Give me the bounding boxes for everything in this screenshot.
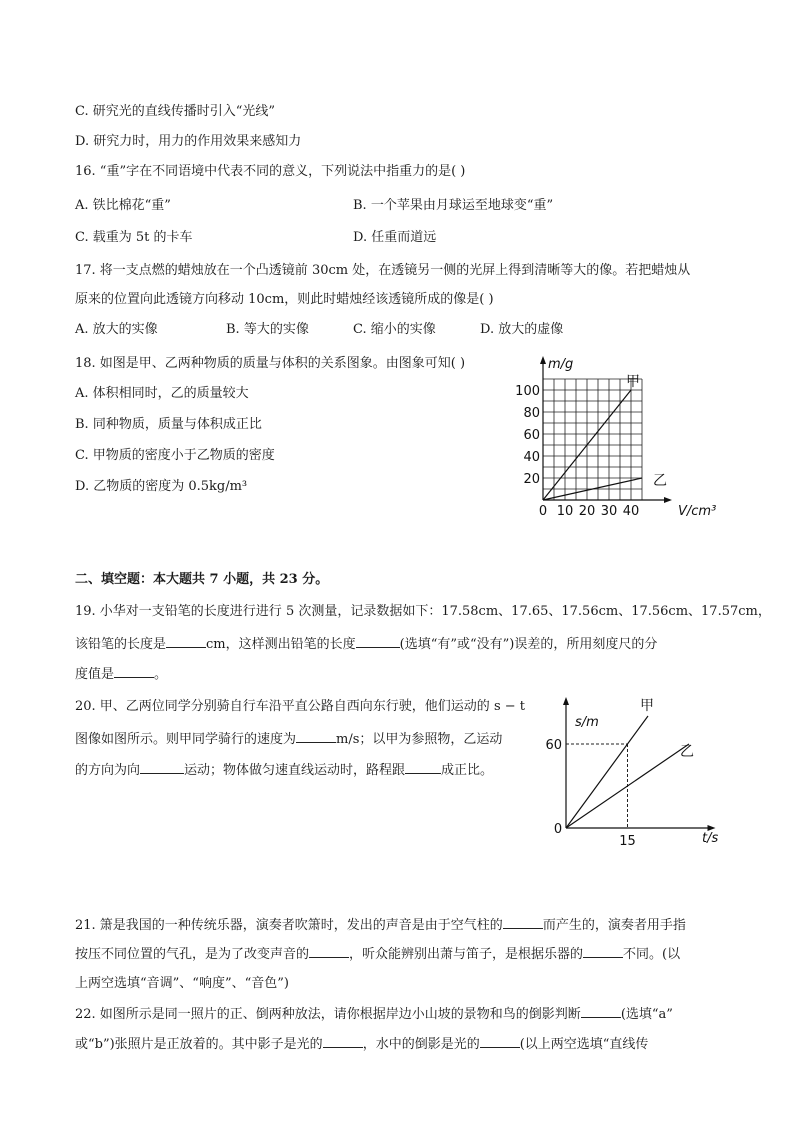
answer-blank[interactable] [166,635,206,648]
y-axis-arrow [563,697,569,705]
y-axis-label: m/g [548,357,574,372]
y-tick-label: 40 [523,450,540,465]
q21-text-d: ，听众能辨别出萧与笛子，是根据乐器的 [349,947,584,962]
q16-stem: 16. “重”字在不同语境中代表不同的意义，下列说法中指重力的是( ) [75,164,466,179]
q17-stem-line1: 17. 将一支点燃的蜡烛放在一个凸透镜前 30cm 处，在透镜另一侧的光屏上得到清晰等大的像。若把蜡烛从 [75,263,691,278]
series-label-jia: 甲 [626,374,640,390]
q19-text-e: 。 [154,667,168,682]
q22-text-c: 或“b”)张照片是正放着的。其中影子是光的 [75,1037,323,1052]
q18-option-b: B. 同种物质，质量与体积成正比 [75,417,262,432]
q15-option-c: C. 研究光的直线传播时引入“光线” [75,104,276,119]
q18-option-d: D. 乙物质的密度为 0.5kg/m³ [75,479,248,494]
answer-blank[interactable] [114,665,154,678]
q20-text-b: m/s；以甲为参照物，乙运动 [336,732,503,747]
q21-stem-line1 [75,916,686,935]
q21-text-a: 21. 箫是我国的一种传统乐器，演奏者吹箫时，发出的声音是由于空气柱的 [75,918,503,933]
q20-text-a: 图像如图所示。则甲同学骑行的速度为 [75,732,297,747]
q19-text-c: (选填“有”或“没有”)误差的，所用刻度尺的分 [399,637,658,652]
mass-volume-chart [510,350,740,530]
q22-stem-line1 [75,1005,673,1024]
answer-blank[interactable] [503,916,543,929]
q18-option-a: A. 体积相同时，乙的质量较大 [75,386,249,401]
q20-stem-line1: 20. 甲、乙两位同学分别骑自行车沿平直公路自西向东行驶，他们运动的 s − t [75,699,525,714]
q22-text-b: (选填“a” [620,1007,673,1022]
q19-stem-line3 [75,665,167,684]
q19-text-d: 度值是 [75,667,115,682]
q18-option-c: C. 甲物质的密度小于乙物质的密度 [75,448,275,463]
q21-text-e: 不同。(以 [623,947,681,962]
q17-option-c: C. 缩小的实像 [353,322,436,337]
y-tick-label: 20 [523,472,540,487]
chart-tick-labels [515,384,639,519]
answer-blank[interactable] [140,761,184,774]
q20-text-c: 的方向为向 [75,763,141,778]
answer-blank[interactable] [296,730,336,743]
x-tick-label: 0 [538,504,548,519]
q19-stem-line2 [75,635,657,654]
series-line-0 [566,716,648,828]
q21-text-c: 按压不同位置的气孔，是为了改变声音的 [75,947,310,962]
answer-blank[interactable] [356,635,400,648]
q20-stem-line2 [75,730,502,749]
q22-text-a: 22. 如图所示是同一照片的正、倒两种放法，请你根据岸边小山坡的景物和鸟的倒影判断 [75,1007,581,1022]
q21-stem-line3: 上两空选填“音调”、“响度”、“音色”) [75,976,289,991]
x-tick-label: 10 [556,504,574,519]
q17-stem-line2: 原来的位置向此透镜方向移动 10cm，则此时蜡烛经该透镜所成的像是( ) [75,292,494,307]
q19-text-a: 该铅笔的长度是 [75,637,167,652]
y-tick-label: 60 [523,428,540,443]
answer-blank[interactable] [323,1035,363,1048]
q17-option-d: D. 放大的虚像 [480,322,564,337]
x-tick-label: 15 [619,834,636,849]
answer-blank[interactable] [480,1035,520,1048]
x-tick-label: 0 [553,822,563,837]
y-tick-label: 80 [523,406,540,421]
x-tick-label: 20 [578,504,596,519]
distance-time-chart [540,690,730,850]
x-tick-label: 30 [600,504,618,519]
x-axis-arrow [664,497,672,503]
answer-blank[interactable] [405,761,441,774]
q20-text-e: 成正比。 [441,763,494,778]
q17-option-b: B. 等大的实像 [226,322,309,337]
x-tick-label: 40 [622,504,640,519]
x-axis-label: V/cm³ [678,504,717,519]
q18-stem: 18. 如图是甲、乙两种物质的质量与体积的关系图象。由图象可知( ) [75,356,466,371]
q22-text-e: (以上两空选填“直线传 [519,1037,649,1052]
q19-text-b: cm，这样测出铅笔的长度 [206,637,356,652]
y-tick-label: 100 [515,384,540,399]
q22-text-d: ，水中的倒影是光的 [362,1037,480,1052]
q22-stem-line2 [75,1035,648,1054]
answer-blank[interactable] [309,945,349,958]
series-label-yi: 乙 [653,473,667,489]
answer-blank[interactable] [583,945,623,958]
q16-option-c: C. 载重为 5t 的卡车 [75,230,193,245]
section-title-fill-in: 二、填空题：本大题共 7 小题，共 23 分。 [75,572,329,587]
q15-option-d: D. 研究力时，用力的作用效果来感知力 [75,134,302,149]
q16-option-a: A. 铁比棉花“重” [75,198,171,213]
series-label-yi: 乙 [680,744,694,760]
series-label-jia: 甲 [640,698,654,714]
q21-stem-line2 [75,945,680,964]
q20-stem-line3 [75,761,493,780]
x-axis-label: t/s [702,831,719,846]
q16-option-b: B. 一个苹果由月球运至地球变“重” [353,198,554,213]
y-axis-label: s/m [575,715,599,730]
q16-option-d: D. 任重而道远 [353,230,437,245]
q20-text-d: 运动；物体做匀速直线运动时，路程跟 [184,763,406,778]
y-tick-label: 60 [545,738,562,753]
y-axis-arrow [540,356,546,364]
answer-blank[interactable] [581,1005,621,1018]
q21-text-b: 而产生的，演奏者用手指 [542,918,686,933]
q19-stem-line1: 19. 小华对一支铅笔的长度进行进行 5 次测量，记录数据如下：17.58cm、17.65、17.56cm、17.56cm、17.57cm， [75,604,771,619]
q17-option-a: A. 放大的实像 [75,322,158,337]
